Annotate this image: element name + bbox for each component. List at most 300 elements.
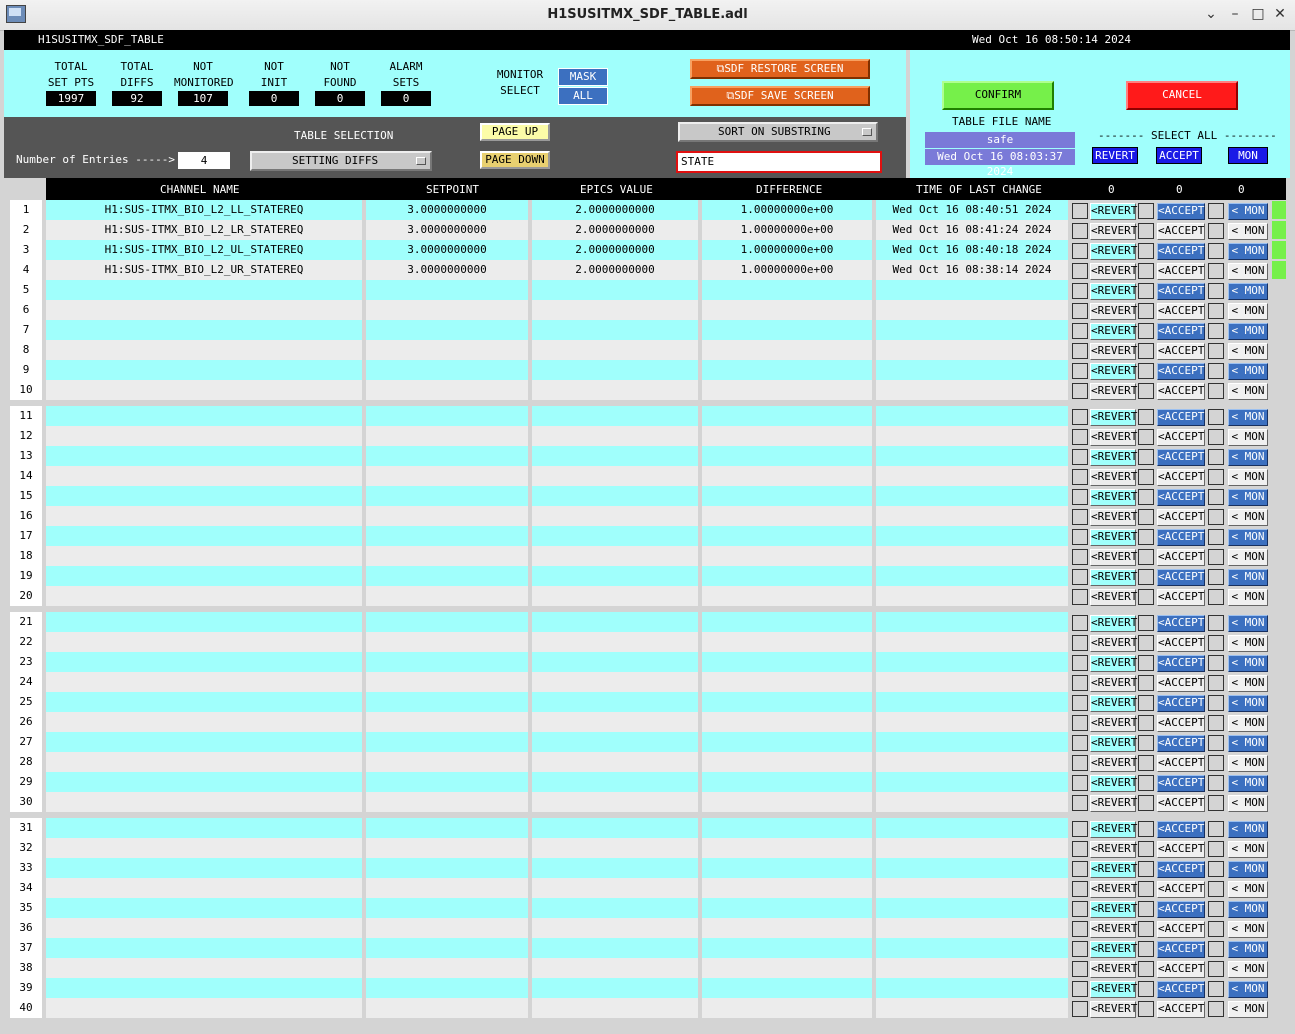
mon-checkbox[interactable] — [1208, 695, 1224, 711]
revert-checkbox[interactable] — [1072, 569, 1088, 585]
revert-button[interactable]: <REVERT — [1090, 981, 1136, 998]
file-panel — [906, 50, 1290, 178]
difference-cell — [702, 612, 872, 632]
accept-button[interactable]: <ACCEPT — [1157, 941, 1205, 958]
accept-checkbox[interactable] — [1138, 715, 1154, 731]
table-row — [10, 878, 1290, 898]
accept-button[interactable]: <ACCEPT — [1157, 243, 1205, 260]
revert-checkbox[interactable] — [1072, 449, 1088, 465]
row-number: 11 — [10, 406, 42, 426]
mon-checkbox[interactable] — [1208, 283, 1224, 299]
mon-checkbox[interactable] — [1208, 981, 1224, 997]
difference-cell: 1.00000000e+00 — [702, 240, 872, 260]
revert-button[interactable]: <REVERT — [1090, 861, 1136, 878]
difference-cell — [702, 898, 872, 918]
mon-button[interactable]: < MON — [1228, 715, 1268, 732]
difference-cell — [702, 632, 872, 652]
accept-checkbox[interactable] — [1138, 283, 1154, 299]
mon-button[interactable]: < MON — [1228, 695, 1268, 712]
mon-button[interactable]: < MON — [1228, 941, 1268, 958]
accept-button[interactable]: <ACCEPT — [1157, 529, 1205, 546]
setpoint-cell — [366, 466, 528, 486]
mon-checkbox[interactable] — [1208, 635, 1224, 651]
setpoint-cell — [366, 632, 528, 652]
revert-checkbox[interactable] — [1072, 941, 1088, 957]
channel-name-cell — [46, 526, 362, 546]
mon-button[interactable]: < MON — [1228, 821, 1268, 838]
epics-value-cell — [532, 486, 698, 506]
revert-button[interactable]: <REVERT — [1090, 941, 1136, 958]
accept-button[interactable]: <ACCEPT — [1157, 615, 1205, 632]
mon-checkbox[interactable] — [1208, 675, 1224, 691]
mon-button[interactable]: < MON — [1228, 861, 1268, 878]
mon-button[interactable]: < MON — [1228, 635, 1268, 652]
accept-button[interactable]: <ACCEPT — [1157, 715, 1205, 732]
revert-button[interactable]: <REVERT — [1090, 841, 1136, 858]
mon-checkbox[interactable] — [1208, 961, 1224, 977]
revert-checkbox[interactable] — [1072, 881, 1088, 897]
mon-button[interactable]: < MON — [1228, 223, 1268, 240]
mon-checkbox[interactable] — [1208, 323, 1224, 339]
revert-checkbox[interactable] — [1072, 755, 1088, 771]
accept-checkbox[interactable] — [1138, 549, 1154, 565]
accept-all-button[interactable]: ACCEPT — [1156, 147, 1202, 164]
revert-button[interactable]: <REVERT — [1090, 223, 1136, 240]
accept-button[interactable]: <ACCEPT — [1157, 901, 1205, 918]
mon-button[interactable]: < MON — [1228, 675, 1268, 692]
mon-checkbox[interactable] — [1208, 509, 1224, 525]
revert-checkbox[interactable] — [1072, 409, 1088, 425]
accept-checkbox[interactable] — [1138, 509, 1154, 525]
difference-cell — [702, 466, 872, 486]
table-row — [10, 546, 1290, 566]
revert-button[interactable]: <REVERT — [1090, 489, 1136, 506]
revert-checkbox[interactable] — [1072, 841, 1088, 857]
mon-button[interactable]: < MON — [1228, 1001, 1268, 1018]
mon-checkbox[interactable] — [1208, 489, 1224, 505]
revert-checkbox[interactable] — [1072, 363, 1088, 379]
accept-checkbox[interactable] — [1138, 449, 1154, 465]
minimize-icon[interactable]: – — [1231, 6, 1239, 22]
accept-button[interactable]: <ACCEPT — [1157, 409, 1205, 426]
revert-checkbox[interactable] — [1072, 775, 1088, 791]
revert-button[interactable]: <REVERT — [1090, 755, 1136, 772]
revert-button[interactable]: <REVERT — [1090, 615, 1136, 632]
accept-checkbox[interactable] — [1138, 695, 1154, 711]
accept-checkbox[interactable] — [1138, 795, 1154, 811]
mon-checkbox[interactable] — [1208, 383, 1224, 399]
revert-button[interactable]: <REVERT — [1090, 203, 1136, 220]
mon-checkbox[interactable] — [1208, 529, 1224, 545]
mon-button[interactable]: < MON — [1228, 429, 1268, 446]
mon-button[interactable]: < MON — [1228, 489, 1268, 506]
accept-button[interactable]: <ACCEPT — [1157, 263, 1205, 280]
accept-checkbox[interactable] — [1138, 303, 1154, 319]
mon-checkbox[interactable] — [1208, 203, 1224, 219]
setpoint-cell — [366, 978, 528, 998]
mon-checkbox[interactable] — [1208, 429, 1224, 445]
revert-checkbox[interactable] — [1072, 323, 1088, 339]
accept-button[interactable]: <ACCEPT — [1157, 429, 1205, 446]
accept-button[interactable]: <ACCEPT — [1157, 755, 1205, 772]
mon-checkbox[interactable] — [1208, 921, 1224, 937]
difference-cell — [702, 918, 872, 938]
revert-checkbox[interactable] — [1072, 901, 1088, 917]
sdf-save-button[interactable]: ⧉SDF SAVE SCREEN — [690, 86, 870, 106]
revert-checkbox[interactable] — [1072, 655, 1088, 671]
mon-button[interactable]: < MON — [1228, 615, 1268, 632]
revert-button[interactable]: <REVERT — [1090, 675, 1136, 692]
accept-checkbox[interactable] — [1138, 589, 1154, 605]
accept-button[interactable]: <ACCEPT — [1157, 549, 1205, 566]
substring-input[interactable]: STATE — [676, 151, 882, 173]
close-icon[interactable]: ✕ — [1274, 6, 1286, 22]
revert-button[interactable]: <REVERT — [1090, 429, 1136, 446]
revert-checkbox[interactable] — [1072, 429, 1088, 445]
revert-checkbox[interactable] — [1072, 589, 1088, 605]
revert-checkbox[interactable] — [1072, 675, 1088, 691]
accept-checkbox[interactable] — [1138, 861, 1154, 877]
mon-checkbox[interactable] — [1208, 655, 1224, 671]
mon-button[interactable]: < MON — [1228, 755, 1268, 772]
mon-button[interactable]: < MON — [1228, 509, 1268, 526]
revert-checkbox[interactable] — [1072, 981, 1088, 997]
mon-checkbox[interactable] — [1208, 821, 1224, 837]
accept-checkbox[interactable] — [1138, 941, 1154, 957]
revert-checkbox[interactable] — [1072, 1001, 1088, 1017]
revert-checkbox[interactable] — [1072, 549, 1088, 565]
revert-button[interactable]: <REVERT — [1090, 635, 1136, 652]
revert-checkbox[interactable] — [1072, 489, 1088, 505]
accept-checkbox[interactable] — [1138, 569, 1154, 585]
mon-button[interactable]: < MON — [1228, 921, 1268, 938]
mask-button[interactable]: MASK — [558, 68, 608, 86]
page-down-button[interactable]: PAGE DOWN — [480, 151, 550, 169]
revert-checkbox[interactable] — [1072, 715, 1088, 731]
revert-button[interactable]: <REVERT — [1090, 449, 1136, 466]
accept-button[interactable]: <ACCEPT — [1157, 203, 1205, 220]
mon-button[interactable]: < MON — [1228, 409, 1268, 426]
accept-checkbox[interactable] — [1138, 203, 1154, 219]
mon-button[interactable]: < MON — [1228, 569, 1268, 586]
mon-button[interactable]: < MON — [1228, 343, 1268, 360]
revert-button[interactable]: <REVERT — [1090, 715, 1136, 732]
mon-checkbox[interactable] — [1208, 223, 1224, 239]
revert-button[interactable]: <REVERT — [1090, 243, 1136, 260]
mon-button[interactable]: < MON — [1228, 795, 1268, 812]
revert-checkbox[interactable] — [1072, 821, 1088, 837]
mon-checkbox[interactable] — [1208, 449, 1224, 465]
accept-checkbox[interactable] — [1138, 469, 1154, 485]
revert-button[interactable]: <REVERT — [1090, 655, 1136, 672]
revert-button[interactable]: <REVERT — [1090, 283, 1136, 300]
accept-button[interactable]: <ACCEPT — [1157, 881, 1205, 898]
accept-checkbox[interactable] — [1138, 881, 1154, 897]
revert-button[interactable]: <REVERT — [1090, 961, 1136, 978]
revert-button[interactable]: <REVERT — [1090, 795, 1136, 812]
confirm-button[interactable]: CONFIRM — [942, 81, 1054, 110]
mon-button[interactable]: < MON — [1228, 283, 1268, 300]
revert-checkbox[interactable] — [1072, 469, 1088, 485]
accept-button[interactable]: <ACCEPT — [1157, 861, 1205, 878]
mon-checkbox[interactable] — [1208, 363, 1224, 379]
accept-button[interactable]: <ACCEPT — [1157, 841, 1205, 858]
accept-button[interactable]: <ACCEPT — [1157, 303, 1205, 320]
revert-button[interactable]: <REVERT — [1090, 549, 1136, 566]
revert-button[interactable]: <REVERT — [1090, 343, 1136, 360]
revert-checkbox[interactable] — [1072, 343, 1088, 359]
revert-button[interactable]: <REVERT — [1090, 469, 1136, 486]
mon-button[interactable]: < MON — [1228, 529, 1268, 546]
accept-checkbox[interactable] — [1138, 343, 1154, 359]
accept-checkbox[interactable] — [1138, 223, 1154, 239]
channel-name-cell — [46, 818, 362, 838]
chevron-down-icon[interactable]: ⌄ — [1205, 6, 1217, 22]
accept-button[interactable]: <ACCEPT — [1157, 383, 1205, 400]
revert-all-button[interactable]: REVERT — [1092, 147, 1138, 164]
row-number: 28 — [10, 752, 42, 772]
mon-button[interactable]: < MON — [1228, 243, 1268, 260]
setpoint-cell — [366, 506, 528, 526]
difference-cell — [702, 380, 872, 400]
epics-value-cell — [532, 406, 698, 426]
mon-checkbox[interactable] — [1208, 409, 1224, 425]
accept-checkbox[interactable] — [1138, 755, 1154, 771]
mon-button[interactable]: < MON — [1228, 981, 1268, 998]
revert-button[interactable]: <REVERT — [1090, 1001, 1136, 1018]
revert-checkbox[interactable] — [1072, 223, 1088, 239]
accept-checkbox[interactable] — [1138, 615, 1154, 631]
revert-checkbox[interactable] — [1072, 635, 1088, 651]
mon-button[interactable]: < MON — [1228, 901, 1268, 918]
accept-button[interactable]: <ACCEPT — [1157, 323, 1205, 340]
accept-checkbox[interactable] — [1138, 901, 1154, 917]
revert-checkbox[interactable] — [1072, 695, 1088, 711]
accept-checkbox[interactable] — [1138, 961, 1154, 977]
revert-button[interactable]: <REVERT — [1090, 363, 1136, 380]
accept-checkbox[interactable] — [1138, 323, 1154, 339]
accept-button[interactable]: <ACCEPT — [1157, 795, 1205, 812]
revert-button[interactable]: <REVERT — [1090, 509, 1136, 526]
setpoint-cell — [366, 340, 528, 360]
accept-button[interactable]: <ACCEPT — [1157, 469, 1205, 486]
table-row — [10, 818, 1290, 838]
stat-not-monitored: NOT MONITORED 107 — [174, 60, 234, 105]
time-cell — [876, 792, 1068, 812]
mon-checkbox[interactable] — [1208, 569, 1224, 585]
revert-checkbox[interactable] — [1072, 529, 1088, 545]
mon-button[interactable]: < MON — [1228, 775, 1268, 792]
all-button[interactable]: ALL — [558, 87, 608, 105]
accept-checkbox[interactable] — [1138, 921, 1154, 937]
mon-checkbox[interactable] — [1208, 861, 1224, 877]
accept-checkbox[interactable] — [1138, 675, 1154, 691]
accept-checkbox[interactable] — [1138, 409, 1154, 425]
mon-button[interactable]: < MON — [1228, 303, 1268, 320]
accept-checkbox[interactable] — [1138, 363, 1154, 379]
sdf-restore-button[interactable]: ⧉SDF RESTORE SCREEN — [690, 59, 870, 79]
mon-checkbox[interactable] — [1208, 243, 1224, 259]
accept-checkbox[interactable] — [1138, 821, 1154, 837]
accept-checkbox[interactable] — [1138, 489, 1154, 505]
mon-checkbox[interactable] — [1208, 469, 1224, 485]
revert-checkbox[interactable] — [1072, 509, 1088, 525]
mon-checkbox[interactable] — [1208, 549, 1224, 565]
revert-button[interactable]: <REVERT — [1090, 383, 1136, 400]
table-row — [10, 566, 1290, 586]
mon-checkbox[interactable] — [1208, 881, 1224, 897]
accept-button[interactable]: <ACCEPT — [1157, 635, 1205, 652]
revert-button[interactable]: <REVERT — [1090, 695, 1136, 712]
accept-button[interactable]: <ACCEPT — [1157, 961, 1205, 978]
mon-button[interactable]: < MON — [1228, 961, 1268, 978]
accept-button[interactable]: <ACCEPT — [1157, 675, 1205, 692]
accept-button[interactable]: <ACCEPT — [1157, 449, 1205, 466]
time-cell — [876, 918, 1068, 938]
difference-cell — [702, 426, 872, 446]
revert-button[interactable]: <REVERT — [1090, 735, 1136, 752]
mon-checkbox[interactable] — [1208, 263, 1224, 279]
mon-button[interactable]: < MON — [1228, 203, 1268, 220]
accept-button[interactable]: <ACCEPT — [1157, 509, 1205, 526]
accept-button[interactable]: <ACCEPT — [1157, 1001, 1205, 1018]
mon-checkbox[interactable] — [1208, 795, 1224, 811]
accept-button[interactable]: <ACCEPT — [1157, 363, 1205, 380]
mon-checkbox[interactable] — [1208, 841, 1224, 857]
mon-checkbox[interactable] — [1208, 303, 1224, 319]
revert-checkbox[interactable] — [1072, 961, 1088, 977]
cancel-button[interactable]: CANCEL — [1126, 81, 1238, 110]
mon-button[interactable]: < MON — [1228, 263, 1268, 280]
revert-button[interactable]: <REVERT — [1090, 881, 1136, 898]
revert-button[interactable]: <REVERT — [1090, 921, 1136, 938]
accept-button[interactable]: <ACCEPT — [1157, 589, 1205, 606]
mon-button[interactable]: < MON — [1228, 881, 1268, 898]
revert-checkbox[interactable] — [1072, 921, 1088, 937]
revert-checkbox[interactable] — [1072, 283, 1088, 299]
accept-checkbox[interactable] — [1138, 529, 1154, 545]
mon-checkbox[interactable] — [1208, 941, 1224, 957]
revert-checkbox[interactable] — [1072, 735, 1088, 751]
mon-checkbox[interactable] — [1208, 589, 1224, 605]
channel-name-cell — [46, 300, 362, 320]
mon-checkbox[interactable] — [1208, 615, 1224, 631]
revert-checkbox[interactable] — [1072, 861, 1088, 877]
accept-checkbox[interactable] — [1138, 429, 1154, 445]
revert-button[interactable]: <REVERT — [1090, 303, 1136, 320]
mon-checkbox[interactable] — [1208, 1001, 1224, 1017]
accept-button[interactable]: <ACCEPT — [1157, 343, 1205, 360]
accept-checkbox[interactable] — [1138, 263, 1154, 279]
revert-checkbox[interactable] — [1072, 795, 1088, 811]
difference-cell: 1.00000000e+00 — [702, 200, 872, 220]
table-row — [10, 692, 1290, 712]
mon-all-button[interactable]: MON — [1228, 147, 1268, 164]
revert-checkbox[interactable] — [1072, 203, 1088, 219]
accept-checkbox[interactable] — [1138, 735, 1154, 751]
mon-checkbox[interactable] — [1208, 715, 1224, 731]
accept-button[interactable]: <ACCEPT — [1157, 655, 1205, 672]
revert-button[interactable]: <REVERT — [1090, 409, 1136, 426]
time-cell — [876, 712, 1068, 732]
revert-button[interactable]: <REVERT — [1090, 775, 1136, 792]
revert-button[interactable]: <REVERT — [1090, 263, 1136, 280]
revert-checkbox[interactable] — [1072, 263, 1088, 279]
accept-checkbox[interactable] — [1138, 383, 1154, 399]
accept-button[interactable]: <ACCEPT — [1157, 489, 1205, 506]
accept-checkbox[interactable] — [1138, 655, 1154, 671]
difference-cell — [702, 998, 872, 1018]
accept-button[interactable]: <ACCEPT — [1157, 981, 1205, 998]
sort-substring-menu[interactable]: SORT ON SUBSTRING — [678, 122, 878, 142]
setpoint-cell — [366, 938, 528, 958]
revert-button[interactable]: <REVERT — [1090, 589, 1136, 606]
accept-button[interactable]: <ACCEPT — [1157, 821, 1205, 838]
accept-checkbox[interactable] — [1138, 635, 1154, 651]
revert-checkbox[interactable] — [1072, 383, 1088, 399]
table-row — [10, 998, 1290, 1018]
revert-button[interactable]: <REVERT — [1090, 529, 1136, 546]
difference-cell — [702, 320, 872, 340]
mon-button[interactable]: < MON — [1228, 549, 1268, 566]
table-selection-menu[interactable]: SETTING DIFFS — [250, 151, 432, 171]
mon-button[interactable]: < MON — [1228, 449, 1268, 466]
difference-cell — [702, 526, 872, 546]
accept-checkbox[interactable] — [1138, 243, 1154, 259]
accept-button[interactable]: <ACCEPT — [1157, 921, 1205, 938]
accept-checkbox[interactable] — [1138, 981, 1154, 997]
row-number: 36 — [10, 918, 42, 938]
accept-button[interactable]: <ACCEPT — [1157, 223, 1205, 240]
mon-button[interactable]: < MON — [1228, 655, 1268, 672]
mon-button[interactable]: < MON — [1228, 841, 1268, 858]
mon-checkbox[interactable] — [1208, 343, 1224, 359]
row-number: 23 — [10, 652, 42, 672]
revert-checkbox[interactable] — [1072, 615, 1088, 631]
accept-checkbox[interactable] — [1138, 841, 1154, 857]
setpoint-cell — [366, 772, 528, 792]
revert-checkbox[interactable] — [1072, 303, 1088, 319]
mon-checkbox[interactable] — [1208, 755, 1224, 771]
accept-button[interactable]: <ACCEPT — [1157, 569, 1205, 586]
revert-button[interactable]: <REVERT — [1090, 323, 1136, 340]
mon-button[interactable]: < MON — [1228, 383, 1268, 400]
accept-button[interactable]: <ACCEPT — [1157, 695, 1205, 712]
mon-checkbox[interactable] — [1208, 735, 1224, 751]
mon-button[interactable]: < MON — [1228, 323, 1268, 340]
mon-checkbox[interactable] — [1208, 901, 1224, 917]
page-up-button[interactable]: PAGE UP — [480, 123, 550, 141]
mon-button[interactable]: < MON — [1228, 735, 1268, 752]
time-cell — [876, 360, 1068, 380]
mon-button[interactable]: < MON — [1228, 589, 1268, 606]
accept-checkbox[interactable] — [1138, 1001, 1154, 1017]
mon-checkbox[interactable] — [1208, 775, 1224, 791]
maximize-icon[interactable]: □ — [1251, 6, 1265, 22]
revert-checkbox[interactable] — [1072, 243, 1088, 259]
accept-button[interactable]: <ACCEPT — [1157, 735, 1205, 752]
revert-button[interactable]: <REVERT — [1090, 821, 1136, 838]
accept-button[interactable]: <ACCEPT — [1157, 283, 1205, 300]
accept-checkbox[interactable] — [1138, 775, 1154, 791]
channel-table — [10, 200, 1290, 1022]
revert-button[interactable]: <REVERT — [1090, 569, 1136, 586]
table-row — [10, 612, 1290, 632]
mon-button[interactable]: < MON — [1228, 469, 1268, 486]
accept-button[interactable]: <ACCEPT — [1157, 775, 1205, 792]
revert-button[interactable]: <REVERT — [1090, 901, 1136, 918]
mon-button[interactable]: < MON — [1228, 363, 1268, 380]
